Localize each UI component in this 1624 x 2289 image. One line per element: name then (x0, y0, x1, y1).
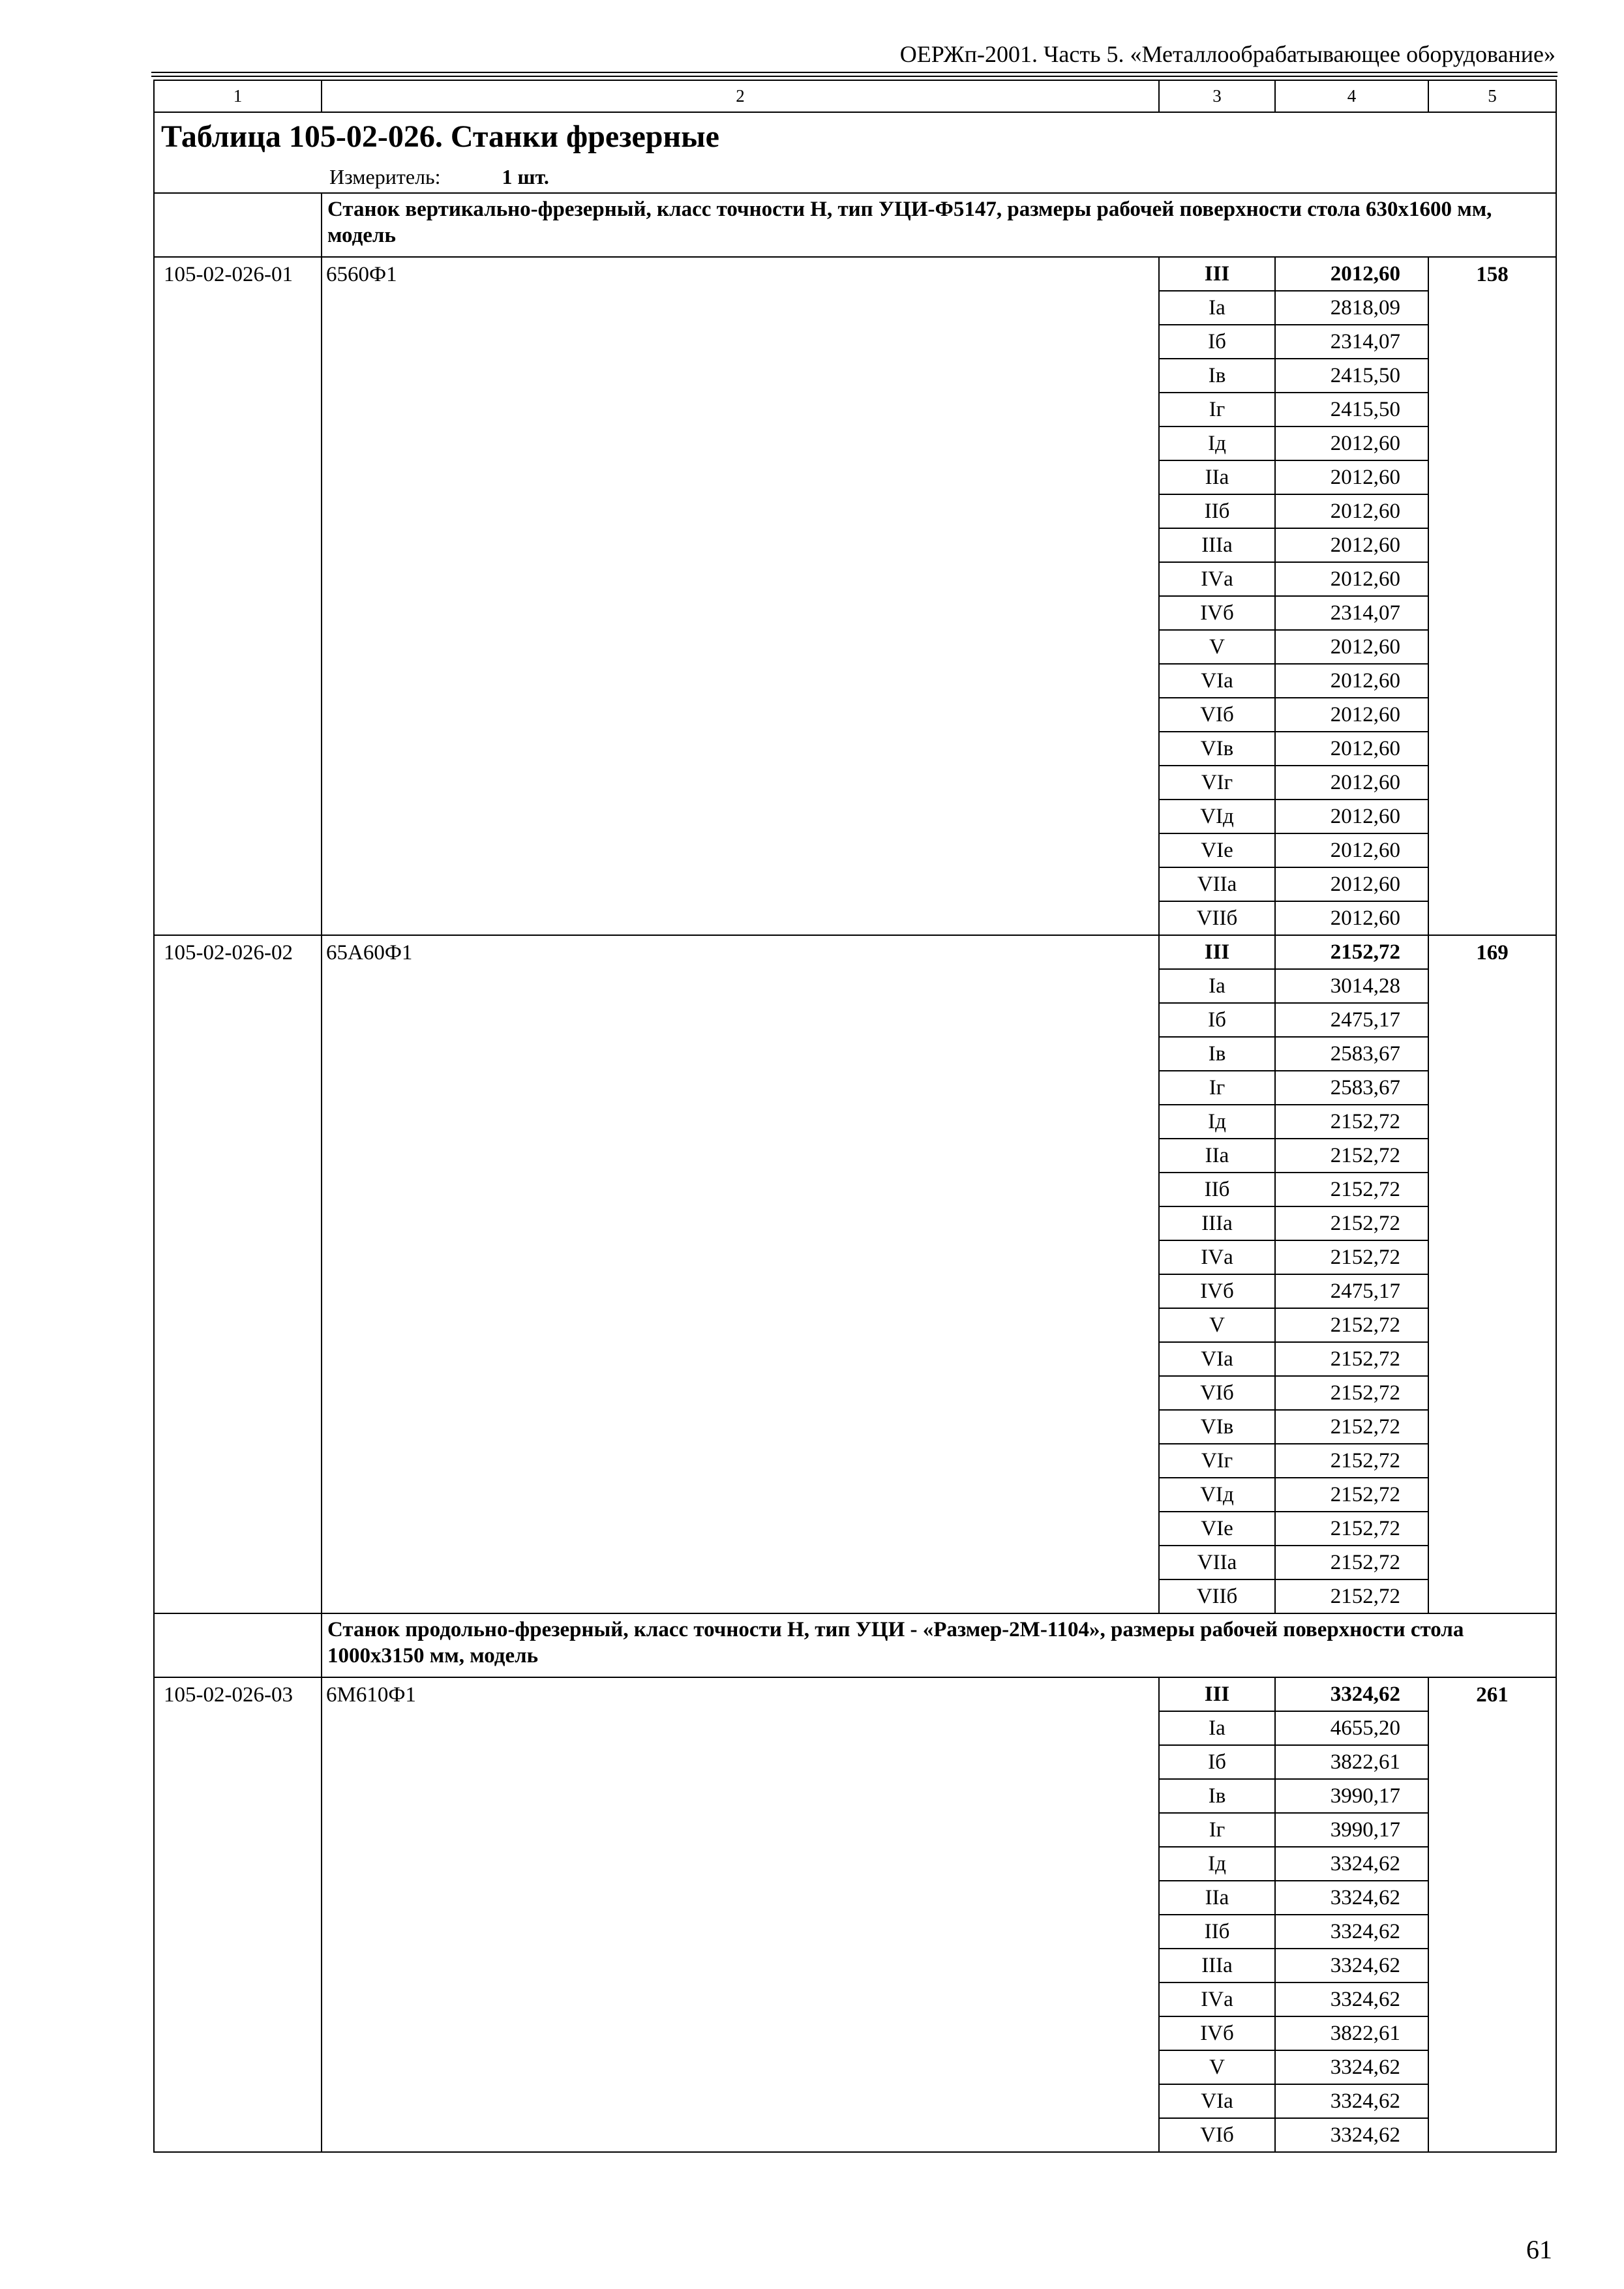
zone-cell: VIIа (1159, 867, 1275, 901)
zone-cell: III (1159, 257, 1275, 291)
zone-cell: IVб (1159, 596, 1275, 630)
price-cell: 2415,50 (1275, 359, 1428, 393)
zone-cell: IVа (1159, 1240, 1275, 1274)
zone-cell: V (1159, 630, 1275, 664)
price-cell: 2583,67 (1275, 1037, 1428, 1071)
header-rule (151, 76, 1557, 77)
item-model: 6М610Ф1 (322, 1677, 1159, 2152)
price-cell: 2012,60 (1275, 867, 1428, 901)
price-cell: 3324,62 (1275, 1847, 1428, 1881)
price-cell: 2152,72 (1275, 1478, 1428, 1512)
zone-cell: VIа (1159, 1342, 1275, 1376)
column-number: 2 (322, 80, 1159, 112)
column-number-row (154, 80, 1556, 112)
zone-cell: IVб (1159, 1274, 1275, 1308)
price-cell: 3822,61 (1275, 2016, 1428, 2050)
group-row (154, 1613, 1556, 1677)
running-header: ОЕРЖп-2001. Часть 5. «Металлообрабатывающее оборудование» (899, 41, 1556, 67)
table-row (154, 257, 1556, 291)
item-code: 105-02-026-01 (154, 257, 322, 935)
price-cell: 2152,72 (1275, 1342, 1428, 1376)
zone-cell: Iб (1159, 1003, 1275, 1037)
zone-cell: Iг (1159, 1813, 1275, 1847)
zone-cell: VIа (1159, 664, 1275, 698)
zone-cell: VIа (1159, 2084, 1275, 2118)
zone-cell: VIг (1159, 766, 1275, 800)
price-cell: 2012,60 (1275, 426, 1428, 460)
group-empty-cell (154, 193, 322, 257)
column-number: 4 (1275, 80, 1428, 112)
price-cell: 3324,62 (1275, 1949, 1428, 1982)
zone-cell: IIIа (1159, 1206, 1275, 1240)
table-title-row (154, 112, 1556, 193)
price-table (153, 80, 1557, 2153)
table-title-cell (154, 112, 1556, 193)
price-cell: 2152,72 (1275, 1308, 1428, 1342)
price-cell: 2012,60 (1275, 562, 1428, 596)
price-cell: 2152,72 (1275, 1240, 1428, 1274)
price-cell: 2475,17 (1275, 1003, 1428, 1037)
price-cell: 2314,07 (1275, 325, 1428, 359)
zone-cell: IIIа (1159, 1949, 1275, 1982)
item-code: 105-02-026-03 (154, 1677, 322, 2152)
zone-cell: Iа (1159, 1711, 1275, 1745)
zone-cell: Iб (1159, 1745, 1275, 1779)
zone-cell: VIIб (1159, 1579, 1275, 1613)
zone-cell: VIб (1159, 2118, 1275, 2152)
price-cell: 2012,60 (1275, 528, 1428, 562)
zone-cell: IVб (1159, 2016, 1275, 2050)
zone-cell: IIб (1159, 1173, 1275, 1206)
price-cell: 3822,61 (1275, 1745, 1428, 1779)
zone-cell: IIIа (1159, 528, 1275, 562)
price-cell: 2152,72 (1275, 1206, 1428, 1240)
zone-cell: V (1159, 1308, 1275, 1342)
price-cell: 2012,60 (1275, 732, 1428, 766)
price-cell: 2152,72 (1275, 1105, 1428, 1139)
price-cell: 2152,72 (1275, 1139, 1428, 1173)
price-cell: 2152,72 (1275, 1546, 1428, 1579)
price-cell: 3324,62 (1275, 1677, 1428, 1711)
zone-cell: V (1159, 2050, 1275, 2084)
price-cell: 2012,60 (1275, 833, 1428, 867)
zone-cell: Iд (1159, 1105, 1275, 1139)
price-cell: 2152,72 (1275, 1512, 1428, 1546)
price-cell: 2314,07 (1275, 596, 1428, 630)
page-number: 61 (1526, 2235, 1552, 2264)
zone-cell: Iг (1159, 1071, 1275, 1105)
table-title: Таблица 105-02-026. Станки фрезерные (161, 119, 719, 154)
zone-cell: IIа (1159, 1881, 1275, 1915)
zone-cell: Iа (1159, 291, 1275, 325)
header-rule (151, 72, 1557, 73)
table-body (154, 80, 1556, 2152)
zone-cell: IIа (1159, 1139, 1275, 1173)
item-total: 261 (1428, 1677, 1556, 2152)
zone-cell: Iв (1159, 1037, 1275, 1071)
item-model: 6560Ф1 (322, 257, 1159, 935)
zone-cell: Iа (1159, 969, 1275, 1003)
price-cell: 2152,72 (1275, 1376, 1428, 1410)
price-cell: 2152,72 (1275, 1444, 1428, 1478)
zone-cell: Iд (1159, 426, 1275, 460)
price-cell: 2152,72 (1275, 935, 1428, 969)
price-cell: 2012,60 (1275, 901, 1428, 935)
price-cell: 4655,20 (1275, 1711, 1428, 1745)
price-cell: 3324,62 (1275, 2118, 1428, 2152)
zone-cell: VIв (1159, 732, 1275, 766)
price-cell: 2152,72 (1275, 1579, 1428, 1613)
zone-cell: VIе (1159, 833, 1275, 867)
zone-cell: VIд (1159, 1478, 1275, 1512)
price-cell: 2012,60 (1275, 257, 1428, 291)
unit-label: Измеритель: (329, 165, 441, 188)
zone-cell: VIIа (1159, 1546, 1275, 1579)
price-cell: 3324,62 (1275, 1915, 1428, 1949)
table-row (154, 935, 1556, 969)
price-cell: 2475,17 (1275, 1274, 1428, 1308)
zone-cell: Iб (1159, 325, 1275, 359)
price-cell: 2012,60 (1275, 766, 1428, 800)
zone-cell: III (1159, 1677, 1275, 1711)
zone-cell: IIб (1159, 494, 1275, 528)
group-description: Станок продольно-фрезерный, класс точности Н, тип УЦИ - «Размер-2М-1104», размеры рабочей поверхности стола 1000х3150 мм, модель (322, 1613, 1556, 1677)
price-cell: 2012,60 (1275, 664, 1428, 698)
price-cell: 3990,17 (1275, 1813, 1428, 1847)
zone-cell: VIг (1159, 1444, 1275, 1478)
unit-line (329, 164, 549, 190)
column-number: 1 (154, 80, 322, 112)
price-cell: 2818,09 (1275, 291, 1428, 325)
price-cell: 3324,62 (1275, 1881, 1428, 1915)
zone-cell: VIе (1159, 1512, 1275, 1546)
column-number: 3 (1159, 80, 1275, 112)
price-cell: 2152,72 (1275, 1410, 1428, 1444)
price-cell: 2012,60 (1275, 800, 1428, 833)
price-cell: 3324,62 (1275, 1982, 1428, 2016)
zone-cell: VIб (1159, 698, 1275, 732)
zone-cell: IVа (1159, 562, 1275, 596)
zone-cell: Iв (1159, 359, 1275, 393)
zone-cell: IIб (1159, 1915, 1275, 1949)
item-total: 158 (1428, 257, 1556, 935)
zone-cell: Iд (1159, 1847, 1275, 1881)
price-cell: 3014,28 (1275, 969, 1428, 1003)
zone-cell: III (1159, 935, 1275, 969)
price-cell: 2012,60 (1275, 698, 1428, 732)
group-row (154, 193, 1556, 257)
zone-cell: Iг (1159, 393, 1275, 426)
price-cell: 2012,60 (1275, 630, 1428, 664)
unit-value: 1 шт. (502, 165, 549, 188)
item-code: 105-02-026-02 (154, 935, 322, 1613)
group-description: Станок вертикально-фрезерный, класс точности Н, тип УЦИ-Ф5147, размеры рабочей поверхности стола 630х1600 мм, модель (322, 193, 1556, 257)
price-cell: 2583,67 (1275, 1071, 1428, 1105)
zone-cell: VIв (1159, 1410, 1275, 1444)
zone-cell: VIд (1159, 800, 1275, 833)
price-cell: 3990,17 (1275, 1779, 1428, 1813)
item-total: 169 (1428, 935, 1556, 1613)
zone-cell: Iв (1159, 1779, 1275, 1813)
item-model: 65А60Ф1 (322, 935, 1159, 1613)
price-cell: 2012,60 (1275, 494, 1428, 528)
column-number: 5 (1428, 80, 1556, 112)
group-empty-cell (154, 1613, 322, 1677)
zone-cell: IVа (1159, 1982, 1275, 2016)
price-cell: 3324,62 (1275, 2084, 1428, 2118)
zone-cell: VIIб (1159, 901, 1275, 935)
price-cell: 2415,50 (1275, 393, 1428, 426)
price-cell: 2152,72 (1275, 1173, 1428, 1206)
price-cell: 2012,60 (1275, 460, 1428, 494)
table-row (154, 1677, 1556, 1711)
zone-cell: IIа (1159, 460, 1275, 494)
price-cell: 3324,62 (1275, 2050, 1428, 2084)
zone-cell: VIб (1159, 1376, 1275, 1410)
